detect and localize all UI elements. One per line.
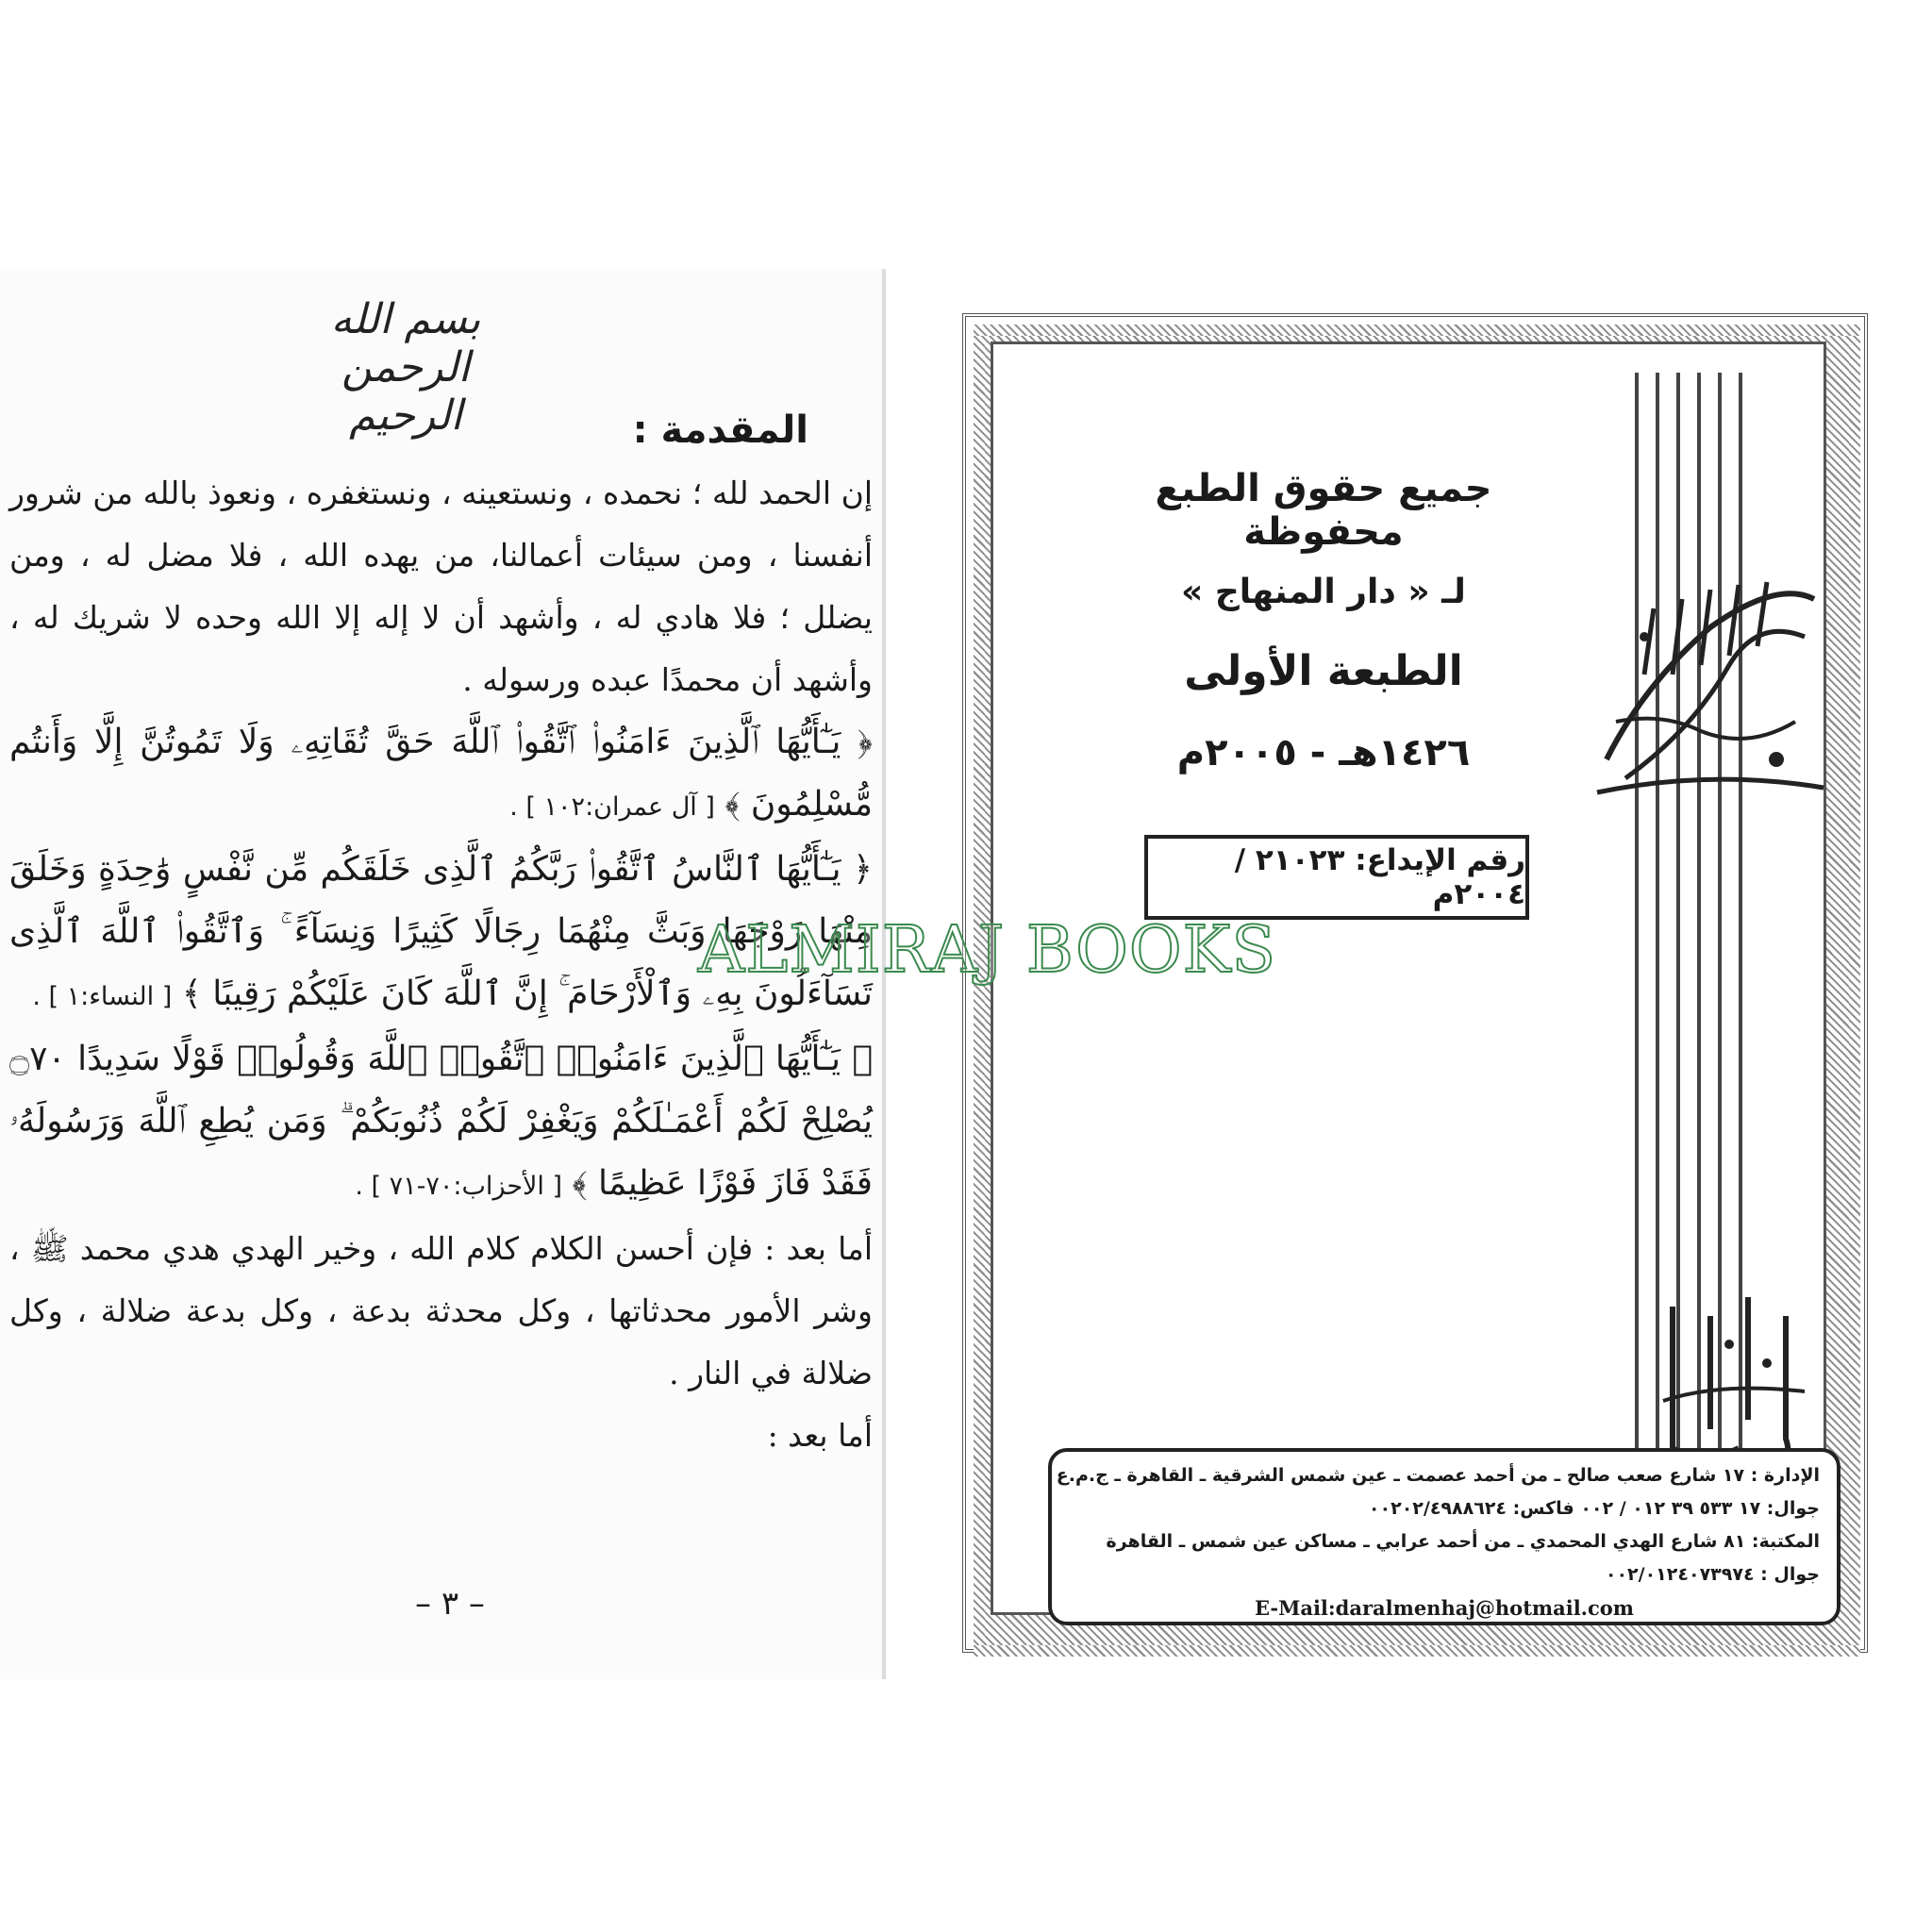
opening-paragraph: إن الحمد لله ؛ نحمده ، ونستعينه ، ونستغفره ، ونعوذ بالله من شرور أنفسنا ، ومن سيئات أعمالنا، من يهده الله ، فلا مضل له ، ومن يضلل ؛ فلا هادي له ، وأشهد أن لا إله إلا الله وحده لا شريك له ، وأشهد أن محمدًا عبده ورسوله . [9, 475, 873, 698]
rights-block [1069, 467, 1578, 774]
verse-reference: [ الأحزاب:٧٠-٧١ ] . [355, 1172, 563, 1201]
verse-text: ﴿ يَـٰٓأَيُّهَا ٱلَّذِينَ ءَامَنُوا۟ ٱتَّقُوا۟ ٱللَّهَ وَقُولُوا۟ قَوْلًا سَدِيدًا ۝٧٠ يُصْلِحْ لَكُمْ أَعْمَـٰلَكُمْ وَيَغْفِرْ لَكُمْ ذُنُوبَكُمْ ۗ وَمَن يُطِعِ ٱللَّهَ وَرَسُولَهُۥ فَقَدْ فَازَ فَوْزًا عَظِيمًا ﴾ [9, 1040, 873, 1203]
verse-text: ﴿ يَـٰٓأَيُّهَا ٱلنَّاسُ ٱتَّقُوا۟ رَبَّكُمُ ٱلَّذِى خَلَقَكُم مِّن نَّفْسٍ وَٰحِدَةٍ وَخَلَقَ مِنْهَا زَوْجَهَا وَبَثَّ مِنْهُمَا رِجَالًا كَثِيرًا وَنِسَآءً ۚ وَٱتَّقُوا۟ ٱللَّهَ ٱلَّذِى تَسَآءَلُونَ بِهِۦ وَٱلْأَرْحَامَ ۚ إِنَّ ٱللَّهَ كَانَ عَلَيْكُمْ رَقِيبًا ﴾ [9, 850, 873, 1013]
closing-line: أما بعد : [767, 1417, 873, 1454]
closing-paragraph: أما بعد : فإن أحسن الكلام كلام الله ، وخير الهدي هدي محمد ﷺ ، وشر الأمور محدثاتها ، وكل محدثة بدعة ، وكل بدعة ضلالة ، وكل ضلالة في النار . [9, 1230, 873, 1391]
contact-box [1048, 1448, 1840, 1625]
basmala-calligraphy-emblem [1588, 571, 1833, 807]
basmala-header: بسم الله الرحمن الرحيم [330, 295, 481, 440]
page-number: – ٣ – [415, 1585, 485, 1623]
email-address: E-Mail:daralmenhaj@hotmail.com [1254, 1596, 1634, 1620]
publisher-name: لـ « دار المنهاج » [1181, 573, 1466, 611]
verse-1 [9, 711, 873, 839]
verse-3 [9, 1028, 873, 1218]
verse-reference: [ النساء:١ ] . [32, 982, 173, 1011]
edition-label: الطبعة الأولى [1184, 647, 1463, 695]
library-phone: جوال : ٠٠٢/٠١٢٤٠٧٣٩٧٤ [1605, 1564, 1820, 1585]
introduction-heading: المقدمة : [632, 408, 808, 452]
deposit-number-box [1144, 835, 1529, 920]
library-address: المكتبة: ٨١ شارع الهدي المحمدي ـ من أحمد عرابي ـ مساكن عين شمس ـ القاهرة [1106, 1531, 1820, 1552]
admin-phone: جوال: ١٧ ٥٣٣ ٣٩ ٠١٢ / ٠٠٢ فاكس: ٠٠٢٠٢/٤٩٨٨٦٢٤ [1368, 1498, 1820, 1519]
verse-reference: [ آل عمران:١٠٢ ] . [509, 792, 715, 822]
verse-text: ﴿ يَـٰٓأَيُّهَا ٱلَّذِينَ ءَامَنُوا۟ ٱتَّقُوا۟ ٱللَّهَ حَقَّ تُقَاتِهِۦ وَلَا تَمُوتُنَّ إِلَّا وَأَنتُم مُّسْلِمُونَ ﴾ [9, 723, 873, 824]
watermark: ALMIRAJ BOOKS [698, 913, 1277, 988]
rights-title: جميع حقوق الطبع محفوظة [1155, 467, 1492, 554]
deposit-number: رقم الإيداع: ٢١٠٢٣ /٢٠٠٤م [1234, 843, 1525, 911]
admin-address: الإدارة : ١٧ شارع صعب صالح ـ من أحمد عصمت ـ عين شمس الشرقية ـ القاهرة ـ ج.م.ع [1056, 1465, 1820, 1486]
edition-year: ١٤٢٦هـ - ٢٠٠٥م [1176, 731, 1471, 774]
